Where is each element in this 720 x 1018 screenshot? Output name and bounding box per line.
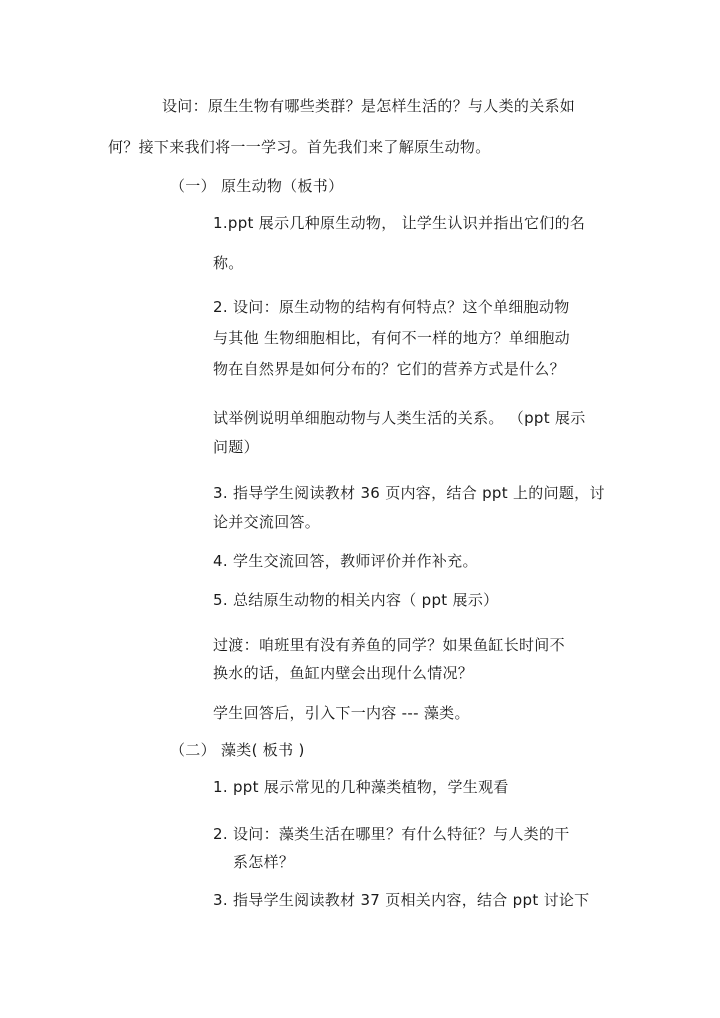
transition-line-1: 过渡：咱班里有没有养鱼的同学？如果鱼缸长时间不 [213,636,565,654]
section-1-item-4: 4. 学生交流回答，教师评价并作补充。 [213,552,478,570]
section-2-item-2-line-1: 2. 设问：藻类生活在哪里？有什么特征？与人类的干 [213,825,570,843]
section-1-item-2-line-4: 试举例说明单细胞动物与人类生活的关系。 （ppt 展示 [213,409,586,427]
transition-line-2: 换水的话，鱼缸内壁会出现什么情况？ [213,664,474,682]
section-1-item-5: 5. 总结原生动物的相关内容（ ppt 展示） [213,591,499,609]
section-1-item-1-line-2: 称。 [213,254,244,272]
section-1-item-2-line-3: 物在自然界是如何分布的？它们的营养方式是什么？ [213,360,565,378]
section-1-item-2-line-1: 2. 设问：原生动物的结构有何特点？这个单细胞动物 [213,298,570,316]
section-1-item-2-line-2: 与其他 生物细胞相比，有何不一样的地方？单细胞动 [213,329,570,347]
answer-line: 学生回答后，引入下一内容 --- 藻类。 [213,704,470,722]
section-1-heading: （一） 原生动物（板书） [170,177,344,195]
intro-line-1: 设问：原生生物有哪些类群？是怎样生活的？与人类的关系如 [162,97,576,115]
section-1-item-3-line-2: 论并交流回答。 [213,513,321,531]
section-1-item-2-line-5: 问题） [213,438,259,456]
intro-line-2: 何？接下来我们将一一学习。首先我们来了解原生动物。 [108,138,491,156]
section-1-item-3-line-1: 3. 指导学生阅读教材 36 页内容，结合 ppt 上的问题，讨 [213,484,605,502]
section-2-item-2-line-2: 系怎样？ [233,853,295,871]
section-2-item-1: 1. ppt 展示常见的几种藻类植物，学生观看 [213,778,509,796]
section-1-item-1-line-1: 1.ppt 展示几种原生动物， 让学生认识并指出它们的名 [213,214,586,232]
section-2-heading: （二） 藻类( 板书 ) [170,741,305,759]
section-2-item-3: 3. 指导学生阅读教材 37 页相关内容，结合 ppt 讨论下 [213,891,590,909]
